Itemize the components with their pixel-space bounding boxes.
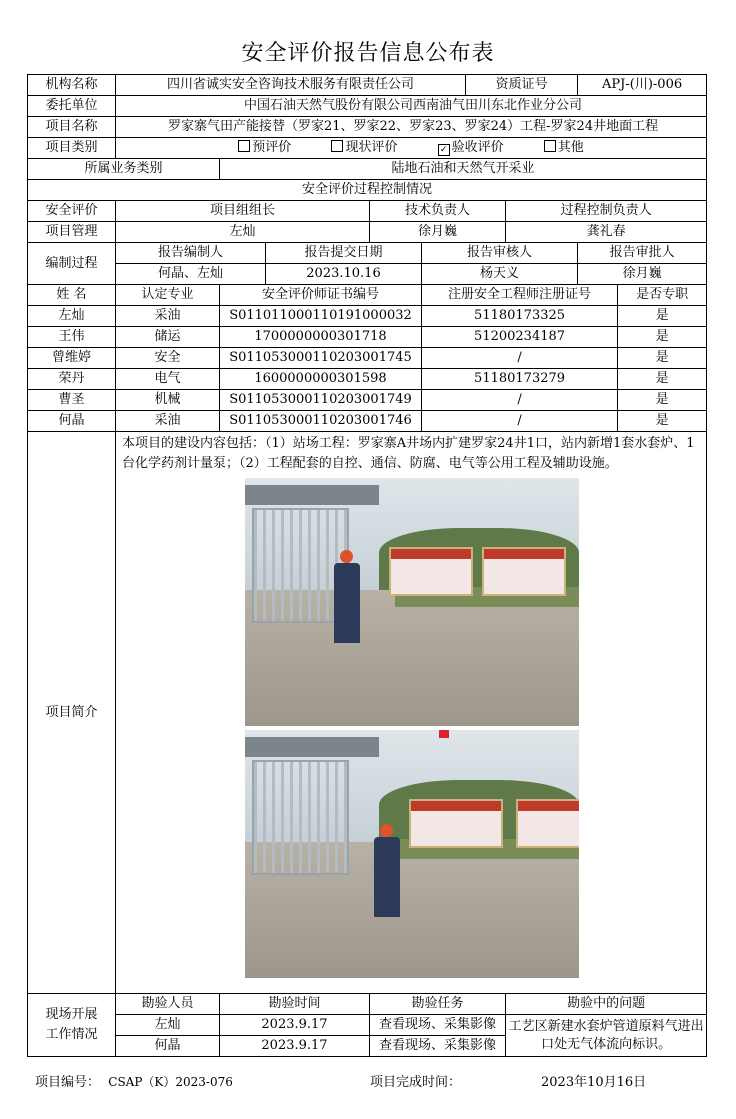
checkbox-acceptance: ✓: [438, 144, 450, 156]
checkbox-other: [544, 140, 556, 152]
category-options: [116, 138, 707, 159]
mgmt-head-control: 过程控制负责人: [506, 201, 707, 222]
compile-label: 编制过程: [28, 243, 116, 285]
business-row: [28, 159, 707, 180]
staff-header-row: [28, 285, 707, 306]
compile-reviewer: 杨天义: [422, 264, 578, 285]
mgmt-head-leader: 项目组组长: [116, 201, 370, 222]
site-problem: 工艺区新建水套炉管道原料气进出口处无气体流向标识。: [506, 1015, 707, 1057]
compile-approver: 徐月巍: [578, 264, 707, 285]
option-pre-evaluation: 预评价: [238, 139, 291, 157]
table-row: 何晶 2023.9.17 查看现场、采集影像: [28, 1036, 707, 1057]
mgmt-tech: 徐月巍: [370, 222, 506, 243]
cert-label: 资质证号: [466, 75, 578, 96]
table-row: 左灿 采油 S011011000110191000032 51180173325 是: [28, 306, 707, 327]
table-row: 王伟 储运 1700000000301718 51200234187 是: [28, 327, 707, 348]
cert-value: APJ-(川)-006: [578, 75, 707, 96]
option-other: 其他: [544, 139, 584, 157]
staff-head-cert: 安全评价师证书编号: [220, 285, 422, 306]
table-row: 左灿 2023.9.17 查看现场、采集影像 工艺区新建水套炉管道原料气进出口处无气体流向标识。: [28, 1015, 707, 1036]
completion-date: 2023年10月16日: [541, 1075, 647, 1090]
project-row: [28, 117, 707, 138]
site-header-row: [28, 994, 707, 1015]
compile-head-reviewer: 报告审核人: [422, 243, 578, 264]
management-label-1: 安全评价: [28, 201, 116, 222]
completion-date-label: 项目完成时间：: [370, 1075, 462, 1090]
info-table: [27, 74, 707, 1057]
table-row: 何晶 采油 S011053000110203001746 / 是: [28, 411, 707, 432]
business-value: 陆地石油和天然气开采业: [220, 159, 707, 180]
client-value: 中国石油天然气股份有限公司西南油气田川东北作业分公司: [116, 96, 707, 117]
site-head-time: 勘验时间: [220, 994, 370, 1015]
staff-head-fulltime: 是否专职: [618, 285, 707, 306]
compile-head-date: 报告提交日期: [266, 243, 422, 264]
table-row: 曹圣 机械 S011053000110203001749 / 是: [28, 390, 707, 411]
staff-head-name: 姓 名: [28, 285, 116, 306]
process-header-row: [28, 180, 707, 201]
staff-head-major: 认定专业: [116, 285, 220, 306]
site-label: 现场开展 工作情况: [28, 994, 116, 1057]
project-label: 项目名称: [28, 117, 116, 138]
table-row: 曾维婷 安全 S011053000110203001745 / 是: [28, 348, 707, 369]
compile-author: 何晶、左灿: [116, 264, 266, 285]
site-head-staff: 勘验人员: [116, 994, 220, 1015]
table-row: 荣丹 电气 1600000000301598 51180173279 是: [28, 369, 707, 390]
business-label: 所属业务类别: [28, 159, 220, 180]
option-acceptance-evaluation: ✓ 验收评价: [438, 139, 504, 157]
management-header-row: [28, 201, 707, 222]
intro-content: [116, 432, 707, 994]
org-value: 四川省诚实安全咨询技术服务有限责任公司: [116, 75, 466, 96]
site-head-issue: 勘验中的问题: [506, 994, 707, 1015]
process-header: 安全评价过程控制情况: [28, 180, 707, 201]
staff-head-reg: 注册安全工程师注册证号: [422, 285, 618, 306]
compile-head-approver: 报告审批人: [578, 243, 707, 264]
org-label: 机构名称: [28, 75, 116, 96]
intro-row: [28, 432, 707, 994]
compile-value-row: [28, 264, 707, 285]
intro-label: 项目简介: [28, 432, 116, 994]
project-code: 项目编号： CSAP（K）2023-076: [35, 1075, 233, 1090]
checkbox-status: [331, 140, 343, 152]
category-label: 项目类别: [28, 138, 116, 159]
site-photo-1: [245, 478, 579, 726]
compile-date: 2023.10.16: [266, 264, 422, 285]
checkbox-pre: [238, 140, 250, 152]
org-row: [28, 75, 707, 96]
intro-text: 本项目的建设内容包括：（1）站场工程：罗家寨A井场内扩建罗家24井1口，站内新增1套水套炉、1台化学药剂计量泵；（2）工程配套的自控、通信、防腐、电气等公用工程及辅助设施。: [122, 436, 695, 471]
compile-head-author: 报告编制人: [116, 243, 266, 264]
mgmt-control: 龚礼春: [506, 222, 707, 243]
management-value-row: [28, 222, 707, 243]
category-row: [28, 138, 707, 159]
site-head-task: 勘验任务: [370, 994, 506, 1015]
mgmt-leader: 左灿: [116, 222, 370, 243]
compile-header-row: [28, 243, 707, 264]
client-label: 委托单位: [28, 96, 116, 117]
mgmt-head-tech: 技术负责人: [370, 201, 506, 222]
project-value: 罗家寨气田产能接替（罗家21、罗家22、罗家23、罗家24）工程-罗家24井地面工程: [116, 117, 707, 138]
management-label-2: 项目管理: [28, 222, 116, 243]
page-title: 安全评价报告信息公布表: [241, 41, 495, 66]
site-photo-2: [245, 730, 579, 978]
option-status-evaluation: 现状评价: [331, 139, 397, 157]
client-row: [28, 96, 707, 117]
